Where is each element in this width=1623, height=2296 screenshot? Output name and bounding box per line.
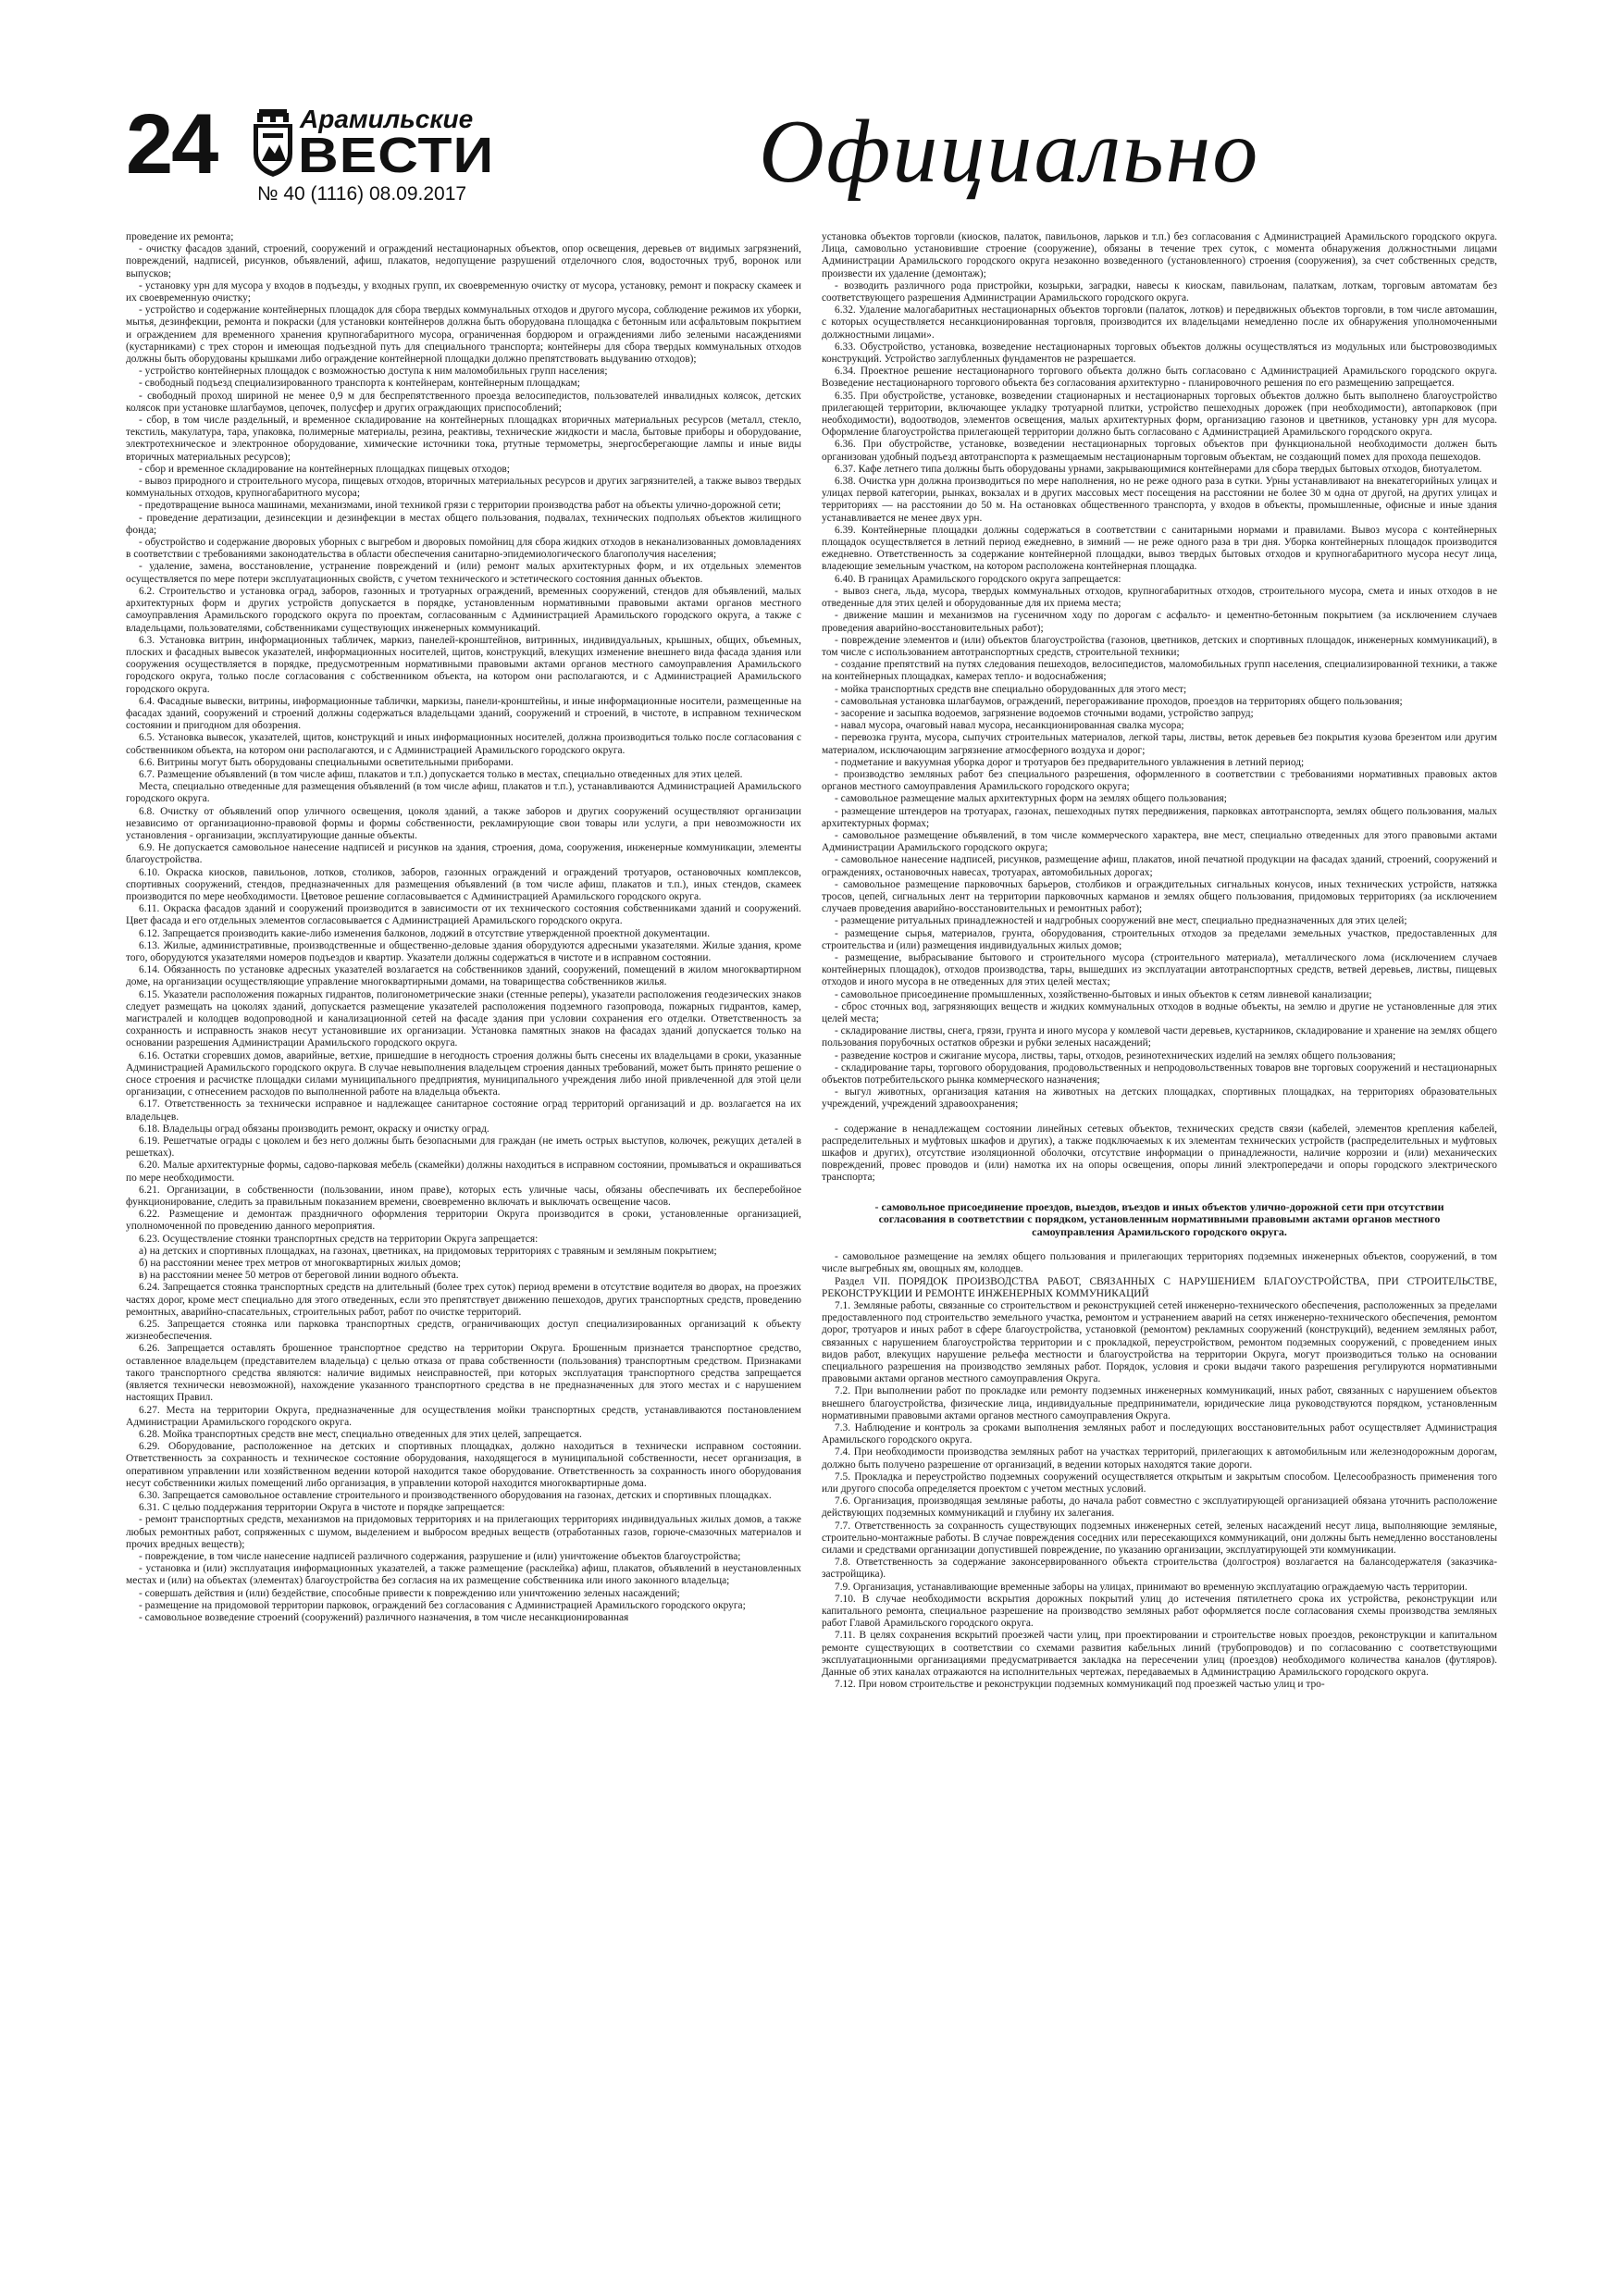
paragraph: - установка и (или) эксплуатация информационных указателей, а также размещение (расклейка) афиш, плакатов, объявлений в неустановленных местах и (или) на объектах (элементах) благоустройства без согласия на их размещение собственника или иного законного владельца; — [126, 1563, 801, 1587]
issue-number-date: № 40 (1116) 08.09.2017 — [257, 183, 467, 205]
paragraph: 6.37. Кафе летнего типа должны быть оборудованы урнами, закрывающимися контейнерами для сбора твердых бытовых отходов, биотуалетом. — [835, 463, 1482, 475]
paragraph: а) на детских и спортивных площадках, на газонах, цветниках, на придомовых территориях с травяным и земляным покрытием; — [139, 1245, 717, 1257]
paragraph: 6.26. Запрещается оставлять брошенное транспортное средство на территории Округа. Брошенным признается транспортное средство, оставленное владельцем (представителем владельца) с целью отказа от права собственности (пользования) транспортным средством. Признаками такого транспортного средства являются: наличие видимых неисправностей, при которых эксплуатация транспортного средства запрещается (является технически невозможной), нахождение указанного транспортного средства в не предназначенных для этого местах и с нарушением настоящих Правил. — [126, 1343, 801, 1404]
paragraph: 6.24. Запрещается стоянка транспортных средств на длительный (более трех суток) период времени в отсутствие водителя во дворах, на проезжих частях дорог, кроме мест специально для этого отведенных, если это препятствует движению пешеходов, других транспортных средств, проведению ремонтных, аварийно-спасательных, строительных работ, работ по очистке территорий. — [126, 1282, 801, 1318]
paragraph: - самовольное нанесение надписей, рисунков, размещение афиш, плакатов, иной печатной продукции на фасадах зданий, строений, сооружений и ограждениях, остановочных навесах, тротуарах, автомобильных дорогах; — [822, 854, 1497, 878]
paragraph: 6.22. Размещение и демонтаж праздничного оформления территории Округа производится в сроки, установленные организацией, уполномоченной по проведению данного мероприятия. — [126, 1209, 801, 1233]
paragraph: - сбор, в том числе раздельный, и временное складирование на контейнерных площадках вторичных материальных ресурсов (металл, стекло, текстиль, макулатура, тара, упаковка, полимерные материалы, резина, реактивы, технические жидкости и масла, бытовые приборы и оборудование, электротехническое и электронное оборудование, химические источники тока, ртутные термометры, энергосберегающие лампы и иные виды вторичных материальных ресурсов); — [126, 415, 801, 463]
paragraph: - самовольное возведение строений (сооружений) различного назначения, в том числе несанкционированная — [139, 1611, 629, 1623]
paragraph: 6.16. Остатки сгоревших домов, аварийные, ветхие, пришедшие в негодность строения должны быть снесены их владельцами в сроки, указанные Администрацией Арамильского городского округа. В случае невыполнения владельцем строения данных требований, может быть принято решение о сносе строения и расчистке площадки силами муниципального предприятия, муниципального учреждения либо иной привлеченной для этой цели организации, с отнесением расходов по выполненной работе на владельца объекта. — [126, 1049, 801, 1098]
paragraph: 6.5. Установка вывесок, указателей, щитов, конструкций и иных информационных носителей, должна производиться только после согласования с собственником объекта, на котором они располагаются, и с Администрацией Арамильского городского округа. — [126, 732, 801, 756]
paragraph: - обустройство и содержание дворовых уборных с выгребом и дворовых помойниц для сбора жидких отходов в неканализованных домовладениях в соответствии с требованиями законодательства в области обеспечения санитарно-эпидемиологического благополучия населения; — [126, 537, 801, 561]
paragraph: 6.27. Места на территории Округа, предназначенные для осуществления мойки транспортных средств, устанавливаются постановлением Администрации Арамильского городского округа. — [126, 1404, 801, 1428]
paragraph: - размещение, выбрасывание бытового и строительного мусора (строительного материала), металлического лома (исключением случаев контейнерных площадок), отходов производства, тары, вышедших из эксплуатации автотранспортных средств, ветвей деревьев, листвы, пищевых отходов и иного мусора в не отведенных для этих целей местах; — [822, 951, 1497, 988]
paragraph: 6.30. Запрещается самовольное оставление строительного и производственного оборудования на газонах, детских и спортивных площадках. — [139, 1489, 772, 1501]
paragraph: 6.29. Оборудование, расположенное на детских и спортивных площадках, должно находиться в технически исправном состоянии. Ответственность за сохранность и техническое состояние оборудования, находящегося в муниципальной собственности, несет организация, в оперативном управлении или хозяйственном ведении которой находится такое оборудование. Ответственность за сохранность иного оборудования несут собственники жилых помещений либо организация, в управлении которой находится многоквартирные дома. — [126, 1441, 801, 1489]
paragraph: 6.38. Очистка урн должна производиться по мере наполнения, но не реже одного раза в сутки. Урны устанавливают на внекатегорийных улицах и улицах первой категории, рынках, вокзалах и в других массовых мест посещения на расстоянии не более 30 м одна от другой, на других улицах и территориях — на расстоянии до 50 м. На остановках общественного транспорта, у входов в объекты, промышленные, офисные и иные здания устанавливается не менее двух урн. — [822, 476, 1497, 524]
paragraph: 6.18. Владельцы оград обязаны производить ремонт, окраску и очистку оград. — [139, 1123, 489, 1135]
paragraph: 7.10. В случае необходимости вскрытия дорожных покрытий улиц до истечения пятилетнего срока их устройства, реконструкции или капитального ремонта, специальное разрешение на производство земляных работ оформляется после согласования схемы производства земляных работ Главой Арамильского городского округа. — [822, 1593, 1497, 1630]
paragraph: - складирование тары, торгового оборудования, продовольственных и непродовольственных товаров вне торговых сооружений и нестационарных объектов потребительского рынка коммерческого назначения; — [822, 1061, 1497, 1086]
paragraph: - перевозка грунта, мусора, сыпучих строительных материалов, легкой тары, листвы, веток деревьев без покрытия кузова брезентом или другим материалом, исключающим загрязнение атмосферного воздуха и дорог; — [822, 732, 1497, 756]
paragraph: Места, специально отведенные для размещения объявлений (в том числе афиш, плакатов и т.п.), устанавливаются Администрацией Арамильского городского округа. — [126, 781, 801, 805]
left-column — [126, 231, 801, 2267]
paragraph: - проведение дератизации, дезинсекции и дезинфекции в местах общего пользования, подвалах, технических подпольях объектов жилищного фонда; — [126, 512, 801, 536]
paragraph: 6.21. Организации, в собственности (пользовании, ином праве), которых есть уличные часы, обязаны обеспечивать их бесперебойное функционирование, следить за правильным показанием времени, своевременно включать и выключать освещение часов. — [126, 1184, 801, 1209]
paragraph: - очистку фасадов зданий, строений, сооружений и ограждений нестационарных объектов, опор освещения, деревьев от видимых загрязнений, повреждений, надписей, рисунков, объявлений, афиш, плакатов, недопущение разрушений отделочного слоя, водосточных труб, воронок или выпусков; — [126, 243, 801, 279]
paragraph: - размещение ритуальных принадлежностей и надгробных сооружений вне мест, специально предназначенных для этих целей; — [835, 915, 1407, 927]
paragraph: - сброс сточных вод, загрязняющих веществ и жидких коммунальных отходов в водные объекты, на землю и другие не установленные для этих целей места; — [822, 1000, 1497, 1024]
paragraph: 7.7. Ответственность за сохранность существующих подземных инженерных сетей, зеленых насаждений несут лица, выполняющие земляные, строительно-монтажные работы. В случае повреждения соседних или пересекающихся коммуникаций, они должны быть немедленно восстановлены силами и средствами организации допустившей повреждение, по указанию организации, эксплуатирующей эти коммуникации. — [822, 1520, 1497, 1557]
paragraph: 6.2. Строительство и установка оград, заборов, газонных и тротуарных ограждений, временных сооружений, стендов для объявлений, малых архитектурных форм и других устройств допускается в порядке, установленным нормативными правовыми актами органов местного самоуправления Арамильского городского округа по проектам, согласованным с Администрацией Арамильского городского округа, а также с владельцами, пользователями, собственниками существующих инженерных коммуникаций. — [126, 585, 801, 634]
paragraph: 6.34. Проектное решение нестационарного торгового объекта должно быть согласовано с Администрацией Арамильского городского округа. Возведение нестационарного торгового объекта без согласования архитектурно - планировочного решения по его размещению запрещается. — [822, 366, 1497, 390]
paragraph: 6.32. Удаление малогабаритных нестационарных объектов торговли (палаток, лотков) и передвижных объектов торговли, в том числе автомашин, с которых осуществляется несанкционированная торговля, производится их владельцами немедленно после их обнаружения уполномоченными должностными лицами». — [822, 304, 1497, 341]
section-title: Официально — [759, 102, 1260, 202]
paragraph: 6.8. Очистку от объявлений опор уличного освещения, цоколя зданий, а также заборов и других сооружений осуществляют организации независимо от организационно-правовой формы и формы собственности, рекламирующие свои товары или услуги, а при невозможности их установления - организации, эксплуатирующие данные объекты. — [126, 805, 801, 841]
paragraph: 6.15. Указатели расположения пожарных гидрантов, полигонометрические знаки (стенные реперы), указатели расположения геодезических знаков следует размещать на цоколях зданий, допускается размещение указателей расположения подземного газопровода, пожарных гидрантов, камер, магистралей и колодцев водопроводной и канализационной сетей на фасаде здания при условии сохранения его отделки. Ответственность за сохранность и исправность знаков несут установившие их организации. Установка памятных знаков на фасадах зданий допускается только на основании разрешения Администрации Арамильского городского округа. — [126, 988, 801, 1049]
paragraph: 6.14. Обязанность по установке адресных указателей возлагается на собственников зданий, сооружений, помещений в жилом многоквартирном доме, на организации осуществляющие управление многоквартирными домами, на товарищества собственников жилья. — [126, 964, 801, 988]
paragraph: - засорение и засыпка водоемов, загрязнение водоемов сточными водами, устройство запруд; — [835, 707, 1254, 719]
paragraph: - предотвращение выноса машинами, механизмами, иной техникой грязи с территории производства работ на объекты улично-дорожной сети; — [139, 500, 782, 512]
paragraph: - свободный проход шириной не менее 0,9 м для беспрепятственного проезда велосипедистов, пользователей инвалидных колясок, детских колясок при установке шлагбаумов, цепочек, полусфер и других ограждающих приспособлений; — [126, 390, 801, 414]
paragraph: - размещение штендеров на тротуарах, газонах, пешеходных путях передвижения, парковках автотранспорта, землях общего пользования, малых архитектурных формах; — [822, 805, 1497, 829]
paragraph: 7.9. Организация, устанавливающие временные заборы на улицах, принимают во временную эксплуатацию ограждаемую часть территории. — [835, 1581, 1468, 1593]
paragraph: б) на расстоянии менее трех метров от многоквартирных жилых домов; — [139, 1258, 461, 1270]
paragraph: 6.35. При обустройстве, установке, возведении стационарных и нестационарных торговых объектов должно быть выполнено благоустройство прилегающей территории, включающее укладку тротуарной плитки, устройство пешеходных дорожек (при необходимости), автопарковок (при необходимости), водоотводов, элементов освещения, малых архитектурных форм, организацию газонов и цветников, установку урн для мусора. Оформление благоустройства прилегающей территории должно быть согласовано с Администрацией Арамильского городского округа. — [822, 390, 1497, 439]
paragraph: - содержание в ненадлежащем состоянии линейных сетевых объектов, технических средств связи (кабелей, элементов крепления кабелей, распределительных и муфтовых шкафов и других), а также подключаемых к их элементам технических устройств (распределительных и муфтовых шкафов и других), отсутствие изоляционной оболочки, отсутствие информации о принадлежности, наличие коррозии и (или) механических повреждений, провес проводов и (или) намотка их на опоры освещения, опоры линий электропередачи и опоры городского электрического транспорта; — [822, 1123, 1497, 1184]
paragraph: - самовольное размещение малых архитектурных форм на землях общего пользования; — [835, 793, 1227, 805]
paragraph: 6.9. Не допускается самовольное нанесение надписей и рисунков на здания, строения, дома, сооружения, инженерные коммуникации, элементы благоустройства. — [126, 842, 801, 866]
paragraph: 7.11. В целях сохранения вскрытий проезжей части улиц, при проектировании и строительстве новых проездов, реконструкции и капитальном ремонте существующих в соответствии со схемами развития кабельных линий (трубопроводов) и по согласованию с соответствующими эксплуатационными организациями предусматривается закладка на пересечении улиц (проездов) необходимого количества каналов (футляров). Данные об этих каналах отражаются на исполнительных чертежах, передаваемых в Администрацию Арамильского городского округа. — [822, 1630, 1497, 1679]
paragraph: в) на расстоянии менее 50 метров от береговой линии водного объекта. — [139, 1270, 459, 1282]
paragraph: 7.4. При необходимости производства земляных работ на участках территорий, прилегающих к автомобильным или железнодорожным дорогам, должно быть получено разрешение от организаций, в ведении которых находятся такие дороги. — [822, 1446, 1497, 1471]
paragraph: 6.23. Осуществление стоянки транспортных средств на территории Округа запрещается: — [139, 1233, 539, 1245]
paragraph: - размещение на придомовой территории парковок, ограждений без согласования с Администрацией Арамильского городского округа; — [139, 1599, 746, 1611]
paragraph: 6.28. Мойка транспортных средств вне мест, специально отведенных для этих целей, запрещается. — [139, 1428, 582, 1440]
paragraph: 6.6. Витрины могут быть оборудованы специальными осветительными приборами. — [139, 756, 514, 768]
paragraph: - свободный подъезд специализированного транспорта к контейнерам, контейнерным площадкам; — [139, 378, 580, 390]
page-number: 24 — [126, 97, 217, 192]
paragraph: 6.31. С целью поддержания территории Округа в чистоте и порядке запрещается: — [139, 1502, 505, 1514]
newspaper-name-main: ВЕСТИ — [298, 128, 495, 183]
section-heading: - самовольное присоединение проездов, выездов, въездов и иных объектов улично-дорожной сети при отсутствии согласования в соответствии с порядком, установленным нормативными правовыми актами органов местного самоуправления Арамильского городского округа. — [874, 1199, 1444, 1238]
paragraph: 6.4. Фасадные вывески, витрины, информационные таблички, маркизы, панели-кронштейны, и иные информационные носители, размещенные на фасадах зданий, сооружений и строений должны содержаться владельцами зданий, сооружений и строений, в чистоте, в исправном техническом состоянии и пригодном для обозрения. — [126, 695, 801, 732]
paragraph: - повреждение, в том числе нанесение надписей различного содержания, разрушение и (или) уничтожение объектов благоустройства; — [139, 1550, 741, 1562]
paragraph: установка объектов торговли (киосков, палаток, павильонов, ларьков и т.п.) без согласования с Администрацией Арамильского городского округа. Лица, самовольно установившие строение (сооружение), обязаны в течение трех суток, с момента обнаружения должностными лицами Администрации Арамильского городского округа незаконно возведенного (установленного) строения (сооружения), за счет собственных средств, произвести их удаление (демонтаж); — [822, 231, 1497, 279]
paragraph: 6.19. Решетчатые ограды с цоколем и без него должны быть безопасными для граждан (не иметь острых выступов, колючек, режущих деталей в решетках). — [126, 1136, 801, 1160]
paragraph: 6.17. Ответственность за технически исправное и надлежащее санитарное состояние оград территорий организаций и др. возлагается на их владельцев. — [126, 1098, 801, 1123]
paragraph: 6.25. Запрещается стоянка или парковка транспортных средств, ограничивающих доступ специализированных организаций к объекту жизнеобеспечения. — [126, 1319, 801, 1343]
paragraph: - самовольная установка шлагбаумов, ограждений, перегораживание проходов, проездов на территориях общего пользования; — [835, 695, 1403, 707]
masthead — [0, 0, 1623, 231]
paragraph: - движение машин и механизмов на гусеничном ходу по дорогам с асфальто- и цементно-бетонным покрытием (за исключением случаев проведения аварийно-восстановительных работ); — [822, 610, 1497, 634]
paragraph: 6.13. Жилые, административные, производственные и общественно-деловые здания оборудуются адресными указателями. Жилые здания, кроме того, оборудуются указателями номеров подъездов и квартир. Указатели должны содержаться в чистоте и в исправном состоянии. — [126, 939, 801, 963]
paragraph: 6.10. Окраска киосков, павильонов, лотков, столиков, заборов, газонных ограждений и ограждений тротуаров, остановочных комплексов, спортивных сооружений, стендов, предназначенных для размещения объявлений (в том числе афиш, плакатов и т.п.), иных стендов, скамеек производится по мере необходимости. Цветовое решение согласовывается с Администрацией Арамильского городского округа. — [126, 866, 801, 902]
city-crest-icon — [252, 109, 294, 178]
paragraph: 7.2. При выполнении работ по прокладке или ремонту подземных инженерных коммуникаций, иных работ, связанных с нарушением объектов внешнего благоустройства, физические лица, индивидуальные предприниматели, юридические лица руководствуются порядком, установленным нормативными правовыми актами органов местного самоуправления Округа. — [822, 1385, 1497, 1421]
paragraph: - выгул животных, организация катания на животных на детских площадках, спортивных площадках, на территориях образовательных учреждений, учреждений здравоохранения; — [822, 1086, 1497, 1111]
paragraph: 6.36. При обустройстве, установке, возведении нестационарных торговых объектов при функциональной необходимости должен быть организован удобный подъезд автотранспорта к размещаемым нестационарным торговым объектам, не создающий помех для прохода пешеходов. — [822, 439, 1497, 463]
paragraph: - вывоз снега, льда, мусора, твердых коммунальных отходов, крупногабаритных отходов, строительного мусора, смета и иных отходов в не отведенные для этих целей и оборудованные для их приема места; — [822, 585, 1497, 610]
paragraph: 7.3. Наблюдение и контроль за сроками выполнения земляных работ и последующих восстановительных работ осуществляет Администрация Арамильского городского округа. — [822, 1421, 1497, 1446]
paragraph: - возводить различного рода пристройки, козырьки, заградки, навесы к киоскам, павильонам, палаткам, лоткам, торговым автоматам без соответствующего разрешения Администрации Арамильского городского округа. — [822, 279, 1497, 304]
right-column — [822, 231, 1497, 2267]
paragraph: 7.1. Земляные работы, связанные со строительством и реконструкцией сетей инженерно-технического обеспечения, расположенных за пределами предоставленного под строительство земельного участка, ремонтом и устранением аварий на сетях инженерно-технического обеспечения, ремонтом дорог, тротуаров и иных работ в сфере благоустройства, установкой (ремонтом) рекламных сооружений (конструкций), ведением земляных работ, связанных с нарушением благоустройства территории и с прокладкой, переустройством, ремонтом подземных сооружений, с проведением иных видов работ, влекущих нарушение рельефа местности и благоустройства на территории Округа, могут производиться только на основании специального разрешения на производство земляных работ. Порядок, условия и сроки выдачи такого разрешения регулируются нормативными правовыми актами органов местного самоуправления Округа. — [822, 1299, 1497, 1385]
paragraph: 6.11. Окраска фасадов зданий и сооружений производится в зависимости от их технического состояния собственниками зданий и сооружений. Цвет фасада и его отдельных элементов согласовывается с Администрацией Арамильского городского округа. — [126, 903, 801, 927]
paragraph: 7.5. Прокладка и переустройство подземных сооружений осуществляется открытым и закрытым способом. Целесообразность применения того или другого способа определяется проектом с учетом местных условий. — [822, 1471, 1497, 1495]
paragraph: - сбор и временное складирование на контейнерных площадках пищевых отходов; — [139, 463, 510, 475]
paragraph: 6.3. Установка витрин, информационных табличек, маркиз, панелей-кронштейнов, витринных, индивидуальных, крышных, общих, объемных, плоских и фасадных вывесок указателей, информационных носителей, щитов, конструкций, влекущих изменение внешнего вида фасада здания или сооружения осуществляется в порядке, предусмотренным нормативными правовыми актами органов местного самоуправления Арамильского городского округа, только после согласования с собственником объекта, на котором они располагаются, и с Администрацией Арамильского городского округа. — [126, 634, 801, 695]
paragraph: - создание препятствий на путях следования пешеходов, велосипедистов, маломобильных групп населения, специализированной техники, а также на контейнерных площадках, камерах тепло- и водоснабжения; — [822, 659, 1497, 683]
paragraph: - размещение сырья, материалов, грунта, оборудования, строительных отходов за пределами земельных участков, предоставленных для строительства и (или) размещения индивидуальных жилых домов; — [822, 927, 1497, 951]
paragraph: 6.12. Запрещается производить какие-либо изменения балконов, лоджий в отсутствие утвержденной проектной документации. — [139, 927, 711, 939]
paragraph: - ремонт транспортных средств, механизмов на придомовых территориях и на прилегающих территориях индивидуальных жилых домов, а также любых ремонтных работ, сопряженных с шумом, выделением и выбросом вредных веществ (отработанных газов, горюче-смазочных материалов и прочих вредных веществ); — [126, 1514, 801, 1550]
paragraph: проведение их ремонта; — [126, 231, 234, 242]
paragraph: - самовольное размещение объявлений, в том числе коммерческого характера, вне мест, специально отведенных для этого правовыми актами Администрации Арамильского городского округа; — [822, 829, 1497, 854]
paragraph: Раздел VII. ПОРЯДОК ПРОИЗВОДСТВА РАБОТ, СВЯЗАННЫХ С НАРУШЕНИЕМ БЛАГОУСТРОЙСТВА, ПРИ СТРОИТЕЛЬСТВЕ, РЕКОНСТРУКЦИИ И РЕМОНТЕ ИНЖЕНЕРНЫХ КОММУНИКАЦИЙ — [822, 1275, 1497, 1299]
paragraph: - повреждение элементов и (или) объектов благоустройства (газонов, цветников, детских и спортивных площадок, инженерных коммуникаций), в том числе с использованием автотранспортных средств, строительной техники; — [822, 634, 1497, 658]
paragraph: - самовольное размещение парковочных барьеров, столбиков и ограждительных сигнальных конусов, иных технических устройств, натяжка тросов, цепей, сигнальных лент на территории парковочных карманов и землях общего пользования, придомовых территориях (за исключением случаев проведения аварийно-восстановительных и ремонтных работ); — [822, 878, 1497, 915]
paragraph: - самовольное размещение на землях общего пользования и прилегающих территориях подземных инженерных объектов, сооружений, в том числе выгребных ям, овощных ям, колодцев. — [822, 1251, 1497, 1275]
paragraph: - подметание и вакуумная уборка дорог и тротуаров без предварительного увлажнения в летний период; — [835, 756, 1305, 768]
paragraph: - разведение костров и сжигание мусора, листвы, тары, отходов, резинотехнических изделий на землях общего пользования; — [835, 1049, 1396, 1061]
paragraph: - вывоз природного и строительного мусора, пищевых отходов, вторичных материальных ресурсов и других загрязнителей, а также вывоз твердых коммунальных отходов, крупногабаритного мусора; — [126, 476, 801, 500]
paragraph: 6.7. Размещение объявлений (в том числе афиш, плакатов и т.п.) допускается только в местах, специально отведенных для этих целей. — [139, 768, 743, 780]
paragraph: - навал мусора, очаговый навал мусора, несанкционированная свалка мусора; — [835, 720, 1184, 732]
paragraph: - мойка транспортных средств вне специально оборудованных для этого мест; — [835, 683, 1187, 695]
paragraph: 6.20. Малые архитектурные формы, садово-парковая мебель (скамейки) должны находиться в исправном состоянии, промываться и окрашиваться по мере необходимости. — [126, 1160, 801, 1184]
paragraph: 7.6. Организация, производящая земляные работы, до начала работ совместно с эксплуатирующей организацией обязана уточнить расположение действующих подземных коммуникаций и глубину их залегания. — [822, 1496, 1497, 1520]
paragraph: 7.12. При новом строительстве и реконструкции подземных коммуникаций под проезжей частью улиц и тро- — [835, 1679, 1325, 1691]
paragraph: - самовольное присоединение промышленных, хозяйственно-бытовых и иных объектов к сетям ливневой канализации; — [835, 988, 1372, 1000]
paragraph: - удаление, замена, восстановление, устранение повреждений и (или) ремонт малых архитектурных форм, и их отдельных элементов осуществляется по мере потери эксплуатационных свойств, с учетом технического и эстетического состояния данных объектов. — [126, 561, 801, 585]
paragraph: 6.39. Контейнерные площадки должны содержаться в соответствии с санитарными нормами и правилами. Вывоз мусора с контейнерных площадок осуществляется в летний период ежедневно, в зимний — не реже одного раза в три дня. Уборка контейнерных площадок производится ежедневно. Ответственность за содержание контейнерной площадки, вывоз твердых бытовых отходов и крупногабаритного мусора несут лица, владеющие земельным участком, на котором расположена контейнерная площадка. — [822, 524, 1497, 573]
paragraph: 6.40. В границах Арамильского городского округа запрещается: — [835, 573, 1121, 585]
paragraph: - установку урн для мусора у входов в подъезды, у входных групп, их своевременную очистку от мусора, установку, ремонт и покраску скамеек и их своевременную очистку; — [126, 279, 801, 304]
paragraph: - производство земляных работ без специального разрешения, оформленного в соответствии с требованиями нормативных правовых актов органов местного самоуправления Арамильского городского округа; — [822, 768, 1497, 793]
paragraph: 6.33. Обустройство, установка, возведение нестационарных торговых объектов должны осуществляться из модульных или быстровозводимых конструкций. Устройство заглубленных фундаментов не разрешается. — [822, 341, 1497, 366]
paragraph: - устройство и содержание контейнерных площадок для сбора твердых коммунальных отходов и другого мусора, соблюдение режимов их уборки, мытья, дезинфекции, ремонта и покраски (для установки контейнеров должна быть оборудована площадка с бетонным или асфальтовым покрытием и ограждением для временного хранения крупногабаритного мусора, ограниченная бордюром и ограждениями либо зелеными насаждениями (кустарниками) с трех сторон и имеющая подъездной путь для специального транспорта; контейнеры для сбора твердых коммунальных отходов должны быть оборудованы крышками либо ограждение контейнерной площадки должно препятствовать выдуванию отходов); — [126, 304, 801, 366]
paragraph: 7.8. Ответственность за содержание законсервированного объекта строительства (долгостроя) возлагается на балансодержателя (заказчика-застройщика). — [822, 1557, 1497, 1581]
paragraph: - устройство контейнерных площадок с возможностью доступа к ним маломобильных групп населения; — [139, 366, 608, 378]
newspaper-name-top: Арамильские — [300, 105, 474, 133]
paragraph: - совершать действия и (или) бездействие, способные привести к повреждению или уничтожению зеленых насаждений; — [139, 1587, 680, 1599]
paragraph: - складирование листвы, снега, грязи, грунта и иного мусора у комлевой части деревьев, кустарников, складирование и хранение на землях общего пользования порубочных остатков обрезки и рубки зеленых насаждений; — [822, 1025, 1497, 1049]
